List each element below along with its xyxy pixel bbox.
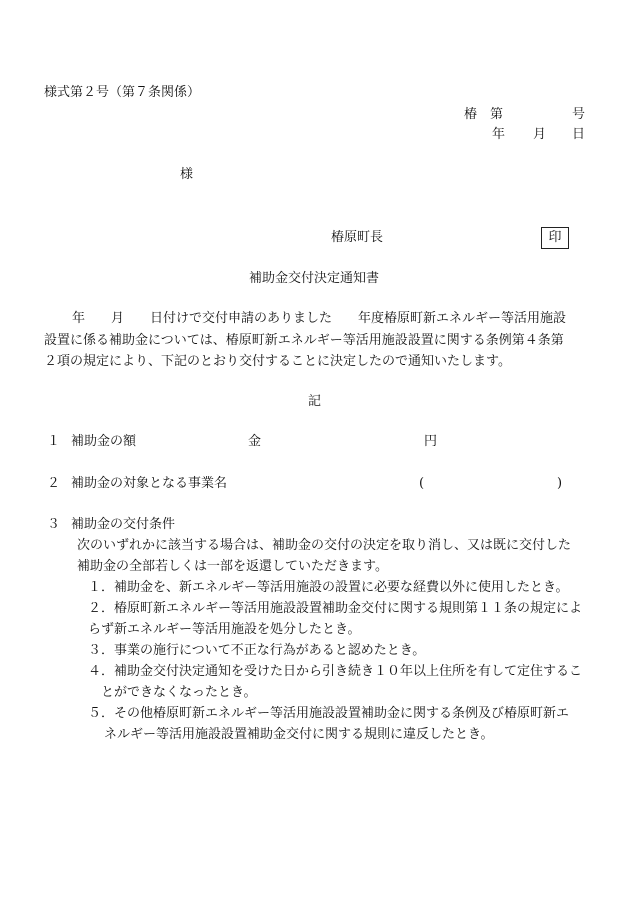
date-year: 年	[492, 127, 506, 142]
condition-5-line-2: ネルギー等活用施設設置補助金交付に関する規則に違反したとき。	[104, 727, 494, 742]
condition-1: １．補助金を、新エネルギー等活用施設の設置に必要な経費以外に使用したとき。	[88, 580, 569, 595]
item2-label: 補助金の対象となる事業名	[71, 476, 228, 491]
body-line-2: 設置に係る補助金については、椿原町新エネルギー等活用施設設置に関する条例第４条第	[44, 333, 564, 348]
item1-yen: 円	[424, 434, 438, 449]
item3-intro-line-1: 次のいずれかに該当する場合は、補助金の交付の決定を取り消し、又は既に交付した	[77, 538, 572, 553]
item2-number: ２	[47, 476, 61, 491]
item1-kin: 金	[248, 434, 262, 449]
body-line-1: 年 月 日付けで交付申請のありました 年度椿原町新エネルギー等活用施設	[72, 311, 567, 326]
reference-prefix: 椿 第	[464, 107, 504, 122]
item2-paren-close: )	[557, 476, 563, 491]
ki-heading: 記	[308, 394, 322, 409]
condition-2-line-2: らず新エネルギー等活用施設を処分したとき。	[88, 622, 361, 637]
condition-4-line-2: とができなくなったとき。	[101, 685, 257, 700]
item2-paren-open: (	[419, 476, 425, 491]
condition-4-line-1: ４．補助金交付決定通知を受けた日から引き続き１０年以上住所を有して定住するこ	[88, 664, 583, 679]
seal-box: 印	[541, 227, 569, 249]
condition-3: ３．事業の施行について不正な行為があると認めたとき。	[88, 643, 426, 658]
item3-intro-line-2: 補助金の全部若しくは一部を返還していただきます。	[77, 559, 388, 574]
item1-label: 補助金の額	[71, 434, 137, 449]
date-day: 日	[572, 127, 586, 142]
reference-suffix: 号	[572, 107, 586, 122]
item3-number: ３	[47, 517, 61, 532]
item1-number: １	[47, 434, 61, 449]
condition-2-line-1: ２．椿原町新エネルギー等活用施設設置補助金交付に関する規則第１１条の規定によ	[88, 601, 583, 616]
condition-5-line-1: ５．その他椿原町新エネルギー等活用施設設置補助金に関する条例及び椿原町新エ	[88, 706, 570, 721]
body-line-3: ２項の規定により、下記のとおり交付することに決定したので通知いたします。	[44, 354, 511, 369]
addressee-suffix: 様	[180, 167, 194, 182]
document-title: 補助金交付決定通知書	[249, 271, 380, 286]
date-month: 月	[533, 127, 547, 142]
form-label: 様式第２号（第７条関係）	[44, 85, 201, 100]
issuer: 椿原町長	[331, 230, 384, 245]
item3-label: 補助金の交付条件	[71, 517, 176, 532]
